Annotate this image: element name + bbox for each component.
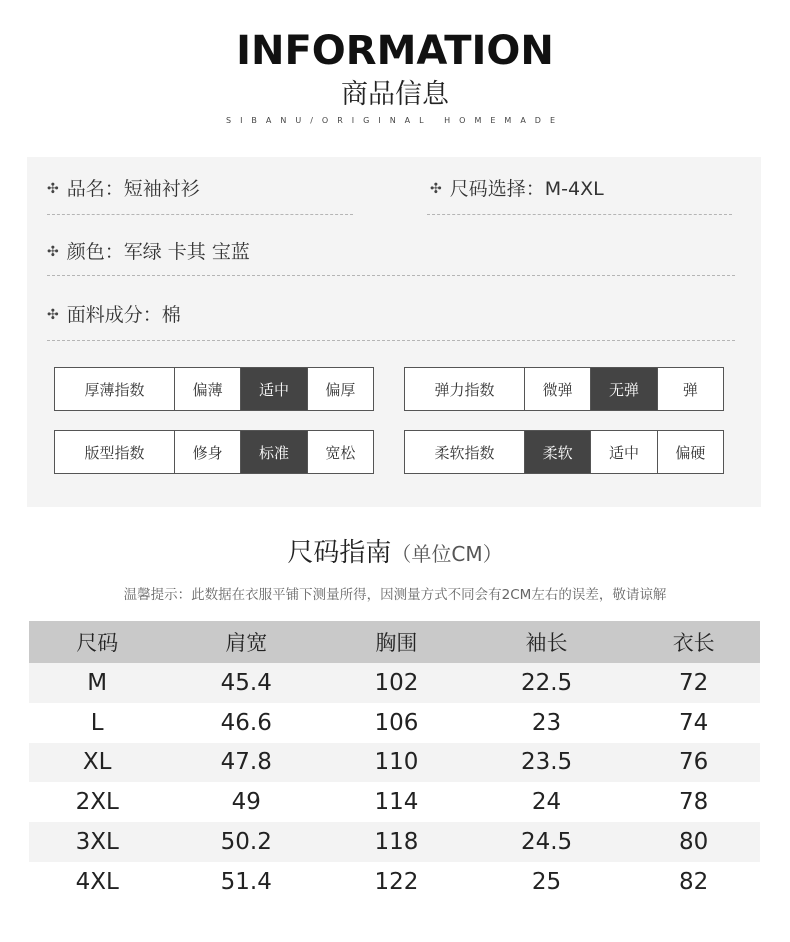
thickness-scale (54, 367, 374, 411)
table-cell: 25 (466, 862, 628, 902)
table-cell: 24.5 (466, 822, 628, 862)
product-name-line (47, 174, 200, 201)
size-guide-unit: （单位CM） (391, 542, 503, 566)
column-header: 衣长 (627, 621, 760, 663)
scale-option: 柔软 (524, 431, 590, 473)
table-body (29, 663, 760, 902)
table-cell: 118 (327, 822, 466, 862)
scale-label: 版型指数 (84, 443, 145, 462)
scale-option: 适中 (590, 431, 656, 473)
table-row (29, 703, 760, 743)
table-cell: XL (29, 743, 165, 783)
scale-option: 适中 (240, 368, 306, 410)
scale-option: 宽松 (307, 431, 373, 473)
size-select: 尺码选择：M-4XL (449, 178, 604, 200)
scale-option: 偏薄 (174, 368, 240, 410)
table-cell: 102 (327, 663, 466, 703)
table-cell: 110 (327, 743, 466, 783)
divider (47, 214, 353, 215)
table-cell: 74 (627, 703, 760, 743)
divider (427, 214, 732, 215)
table-cell: 23.5 (466, 743, 628, 783)
table-cell: 106 (327, 703, 466, 743)
bullet-icon: ✣ (47, 307, 59, 323)
column-header: 尺码 (29, 621, 165, 663)
softness-scale (404, 430, 724, 474)
size-guide-title (0, 532, 790, 569)
fabric-line (47, 300, 181, 327)
table-cell: 45.4 (165, 663, 327, 703)
color-line (47, 237, 250, 264)
product-name: 品名：短袖衬衫 (66, 178, 200, 200)
table-cell: 72 (627, 663, 760, 703)
table-cell: 4XL (29, 862, 165, 902)
table-cell: 78 (627, 782, 760, 822)
bullet-icon: ✣ (47, 181, 59, 197)
scale-label: 厚薄指数 (84, 380, 145, 399)
table-row (29, 862, 760, 902)
size-table (29, 621, 760, 902)
table-row (29, 663, 760, 703)
size-guide-heading: 尺码指南 (287, 538, 392, 568)
table-cell: 46.6 (165, 703, 327, 743)
column-header: 肩宽 (165, 621, 327, 663)
table-cell: M (29, 663, 165, 703)
scale-label: 弹力指数 (434, 380, 495, 399)
brand-tagline: SIBANU/ORIGINAL HOMEMADE (225, 116, 565, 125)
table-cell: 80 (627, 822, 760, 862)
table-cell: 76 (627, 743, 760, 783)
page-subtitle: 商品信息 (341, 79, 449, 110)
scale-option: 无弹 (590, 368, 656, 410)
bullet-icon: ✣ (47, 244, 59, 260)
scale-option: 偏硬 (657, 431, 723, 473)
table-cell: L (29, 703, 165, 743)
bullet-icon: ✣ (430, 181, 442, 197)
table-row (29, 743, 760, 783)
column-header: 袖长 (466, 621, 628, 663)
product-info-panel (27, 157, 761, 507)
table-cell: 2XL (29, 782, 165, 822)
table-cell: 82 (627, 862, 760, 902)
table-cell: 51.4 (165, 862, 327, 902)
measurement-tip: 温馨提示：此数据在衣服平铺下测量所得，因测量方式不同会有2CM左右的误差，敬请谅解 (123, 587, 667, 603)
table-cell: 49 (165, 782, 327, 822)
table-cell: 24 (466, 782, 628, 822)
elasticity-scale (404, 367, 724, 411)
scale-option: 偏厚 (307, 368, 373, 410)
table-cell: 47.8 (165, 743, 327, 783)
scale-option: 修身 (174, 431, 240, 473)
scale-option: 标准 (240, 431, 306, 473)
table-cell: 50.2 (165, 822, 327, 862)
table-cell: 114 (327, 782, 466, 822)
scale-option: 弹 (657, 368, 723, 410)
divider (47, 275, 735, 276)
fit-scale (54, 430, 374, 474)
scale-option: 微弹 (524, 368, 590, 410)
product-fabric: 面料成分：棉 (66, 304, 181, 326)
table-cell: 122 (327, 862, 466, 902)
page-title: INFORMATION (236, 28, 554, 74)
table-header-row (29, 621, 760, 663)
product-colors: 颜色：军绿 卡其 宝蓝 (66, 241, 250, 263)
table-row (29, 822, 760, 862)
scale-label: 柔软指数 (434, 443, 495, 462)
column-header: 胸围 (327, 621, 466, 663)
table-cell: 3XL (29, 822, 165, 862)
size-select-line (430, 174, 604, 201)
table-cell: 23 (466, 703, 628, 743)
table-cell: 22.5 (466, 663, 628, 703)
table-row (29, 782, 760, 822)
divider (47, 340, 735, 341)
